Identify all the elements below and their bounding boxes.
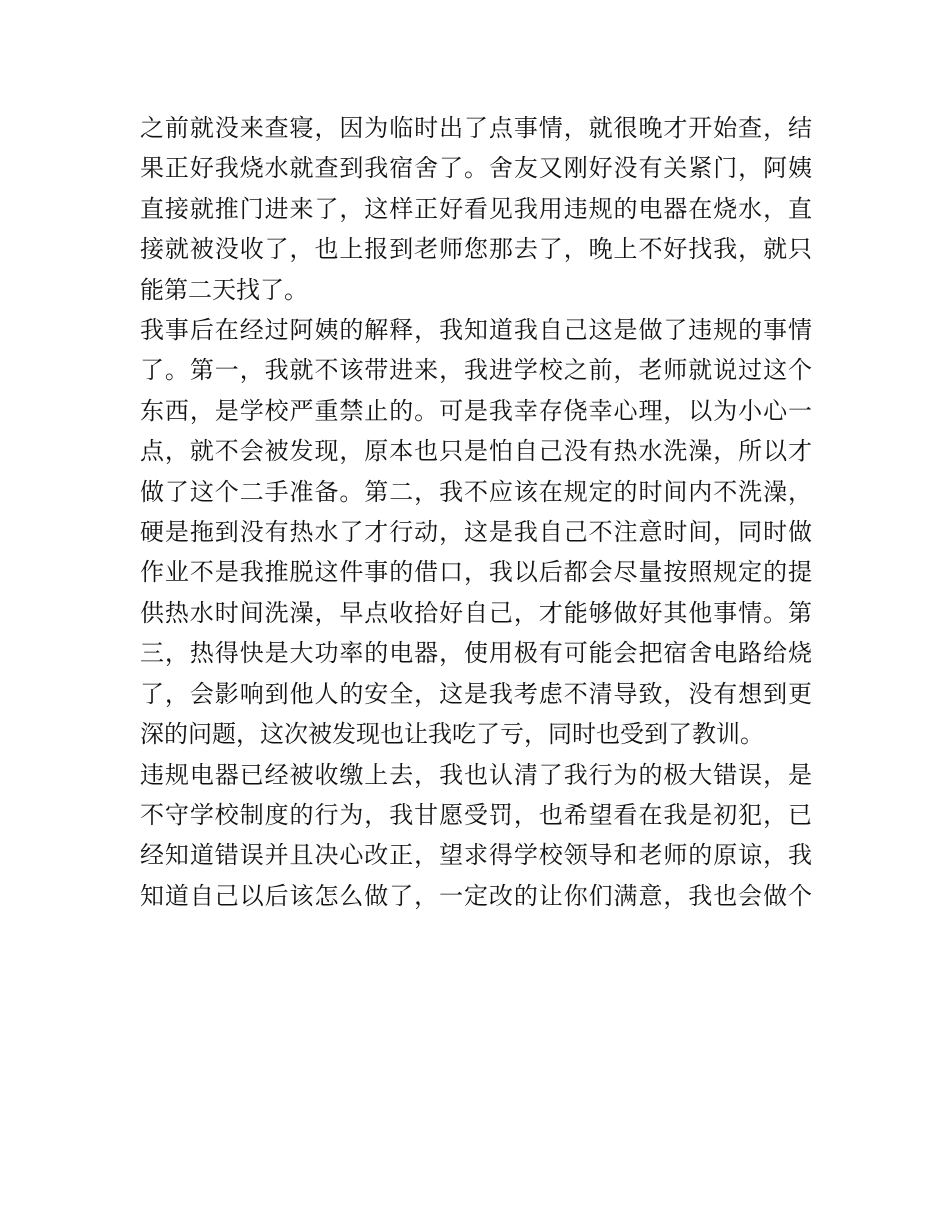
- text-line: 违规电器已经被收缴上去，我也认清了我行为的极大错误，是: [140, 760, 812, 789]
- text-line: 点，就不会被发现，原本也只是怕自己没有热水洗澡，所以才: [140, 437, 812, 466]
- text-line: 了。第一，我就不该带进来，我进学校之前，老师就说过这个: [140, 356, 812, 385]
- text-line: 能第二天找了。: [140, 275, 308, 304]
- text-line: 硬是拖到没有热水了才行动，这是我自己不注意时间，同时做: [140, 518, 812, 547]
- paragraph-2: [140, 310, 812, 754]
- text-line: 我事后在经过阿姨的解释，我知道我自己这是做了违规的事情: [140, 316, 812, 345]
- text-line: 果正好我烧水就查到我宿舍了。舍友又刚好没有关紧门，阿姨: [140, 154, 812, 183]
- text-line: 供热水时间洗澡，早点收拾好自己，才能够做好其他事情。第: [140, 598, 812, 627]
- text-line: 直接就推门进来了，这样正好看见我用违规的电器在烧水，直: [140, 194, 812, 223]
- paragraph-3: [140, 755, 812, 917]
- text-line: 深的问题，这次被发现也让我吃了亏，同时也受到了教训。: [140, 720, 764, 749]
- text-line: 不守学校制度的行为，我甘愿受罚，也希望看在我是初犯，已: [140, 800, 812, 829]
- text-line: 了，会影响到他人的安全，这是我考虑不清导致，没有想到更: [140, 679, 812, 708]
- document-body: [140, 108, 812, 916]
- paragraph-1: [140, 108, 812, 310]
- text-line: 东西，是学校严重禁止的。可是我幸存侥幸心理，以为小心一: [140, 396, 812, 425]
- text-line: 经知道错误并且决心改正，望求得学校领导和老师的原谅，我: [140, 841, 812, 870]
- text-line: 三，热得快是大功率的电器，使用极有可能会把宿舍电路给烧: [140, 639, 812, 668]
- text-line: 知道自己以后该怎么做了，一定改的让你们满意，我也会做个: [140, 881, 812, 910]
- text-line: 之前就没来查寝，因为临时出了点事情，就很晚才开始查，结: [140, 114, 812, 142]
- text-line: 作业不是我推脱这件事的借口，我以后都会尽量按照规定的提: [140, 558, 812, 587]
- text-line: 接就被没收了，也上报到老师您那去了，晚上不好找我，就只: [140, 235, 812, 264]
- text-line: 做了这个二手准备。第二，我不应该在规定的时间内不洗澡，: [140, 477, 812, 506]
